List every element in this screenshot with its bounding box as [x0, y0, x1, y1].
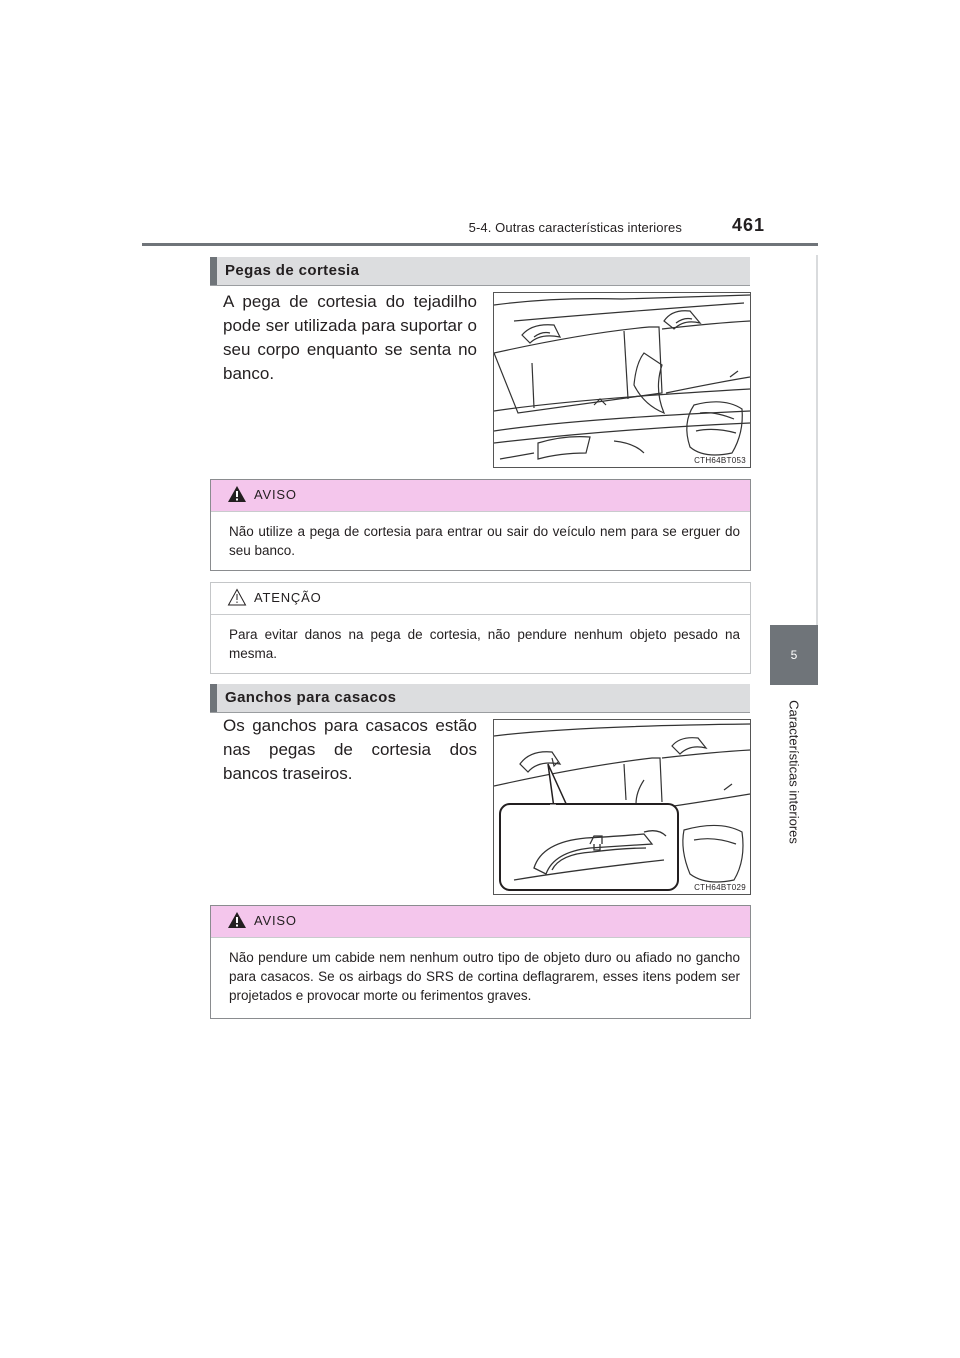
- side-rule: [816, 255, 818, 625]
- section1-body: A pega de cortesia do tejadilho pode ser utilizada para suportar o seu corpo enquanto se senta no banco.: [223, 292, 477, 383]
- figure-code: CTH64BT029: [694, 883, 746, 892]
- grab-handle-drawing: [494, 293, 750, 467]
- notice-title: ATENÇÃO: [254, 590, 322, 605]
- figure-code: CTH64BT053: [694, 456, 746, 465]
- notice-box: [210, 582, 751, 674]
- section-heading-text: Ganchos para casacos: [225, 689, 397, 706]
- notice-header: [211, 583, 750, 615]
- caution-icon: [227, 588, 247, 611]
- section-heading-ganchos: [210, 684, 750, 713]
- section-heading-pegas: [210, 257, 750, 286]
- page-number: 461: [732, 215, 766, 235]
- header-rule: [142, 243, 818, 246]
- running-head: 5-4. Outras características interiores: [468, 220, 682, 235]
- warning-text: Não pendure um cabide nem nenhum outro tipo de objeto duro ou afiado no gancho para casacos. Se os airbags do SRS de cortina deflagrarem, esses itens podem ser projetados e provocar morte ou ferimentos graves.: [229, 950, 740, 1003]
- notice-text: Para evitar danos na pega de cortesia, não pendure nenhum objeto pesado na mesma.: [229, 627, 740, 661]
- warning-title: AVISO: [254, 913, 297, 928]
- section-heading-bar: [210, 684, 217, 712]
- warning-header: [211, 906, 750, 938]
- warning-box-coat-hook: [210, 905, 751, 1019]
- coat-hook-drawing: [494, 720, 750, 894]
- section2-body: Os ganchos para casacos estão nas pegas de cortesia dos bancos traseiros.: [223, 716, 477, 783]
- warning-icon: [227, 911, 247, 934]
- chapter-tab: 5: [770, 625, 818, 685]
- section-heading-bar: [210, 257, 217, 285]
- warning-icon: [227, 485, 247, 508]
- warning-header: [211, 480, 750, 512]
- warning-title: AVISO: [254, 487, 297, 502]
- coat-hook-illustration: [493, 719, 751, 895]
- section-heading-text: Pegas de cortesia: [225, 262, 360, 279]
- warning-text: Não utilize a pega de cortesia para entrar ou sair do veículo nem para se erguer do seu banco.: [229, 524, 740, 558]
- grab-handle-illustration: [493, 292, 751, 468]
- warning-box: [210, 479, 751, 571]
- chapter-label: Características interiores: [786, 700, 802, 844]
